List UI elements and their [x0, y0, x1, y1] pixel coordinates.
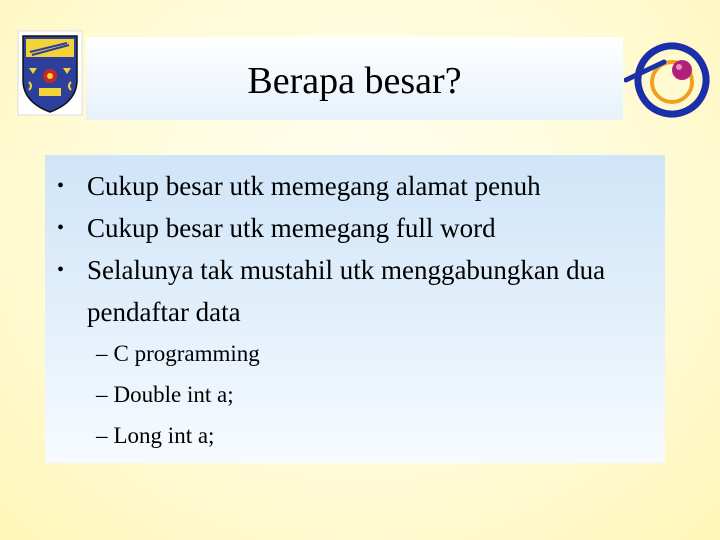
sub-bullet-text: Double int a; — [113, 382, 234, 407]
slide-title: Berapa besar? — [247, 59, 462, 102]
bullet-item — [57, 207, 657, 249]
bullet-text: Cukup besar utk memegang alamat penuh — [87, 171, 541, 201]
bullet-marker: • — [57, 175, 65, 197]
bullet-item — [57, 165, 657, 207]
sub-bullet-marker: – — [96, 423, 108, 448]
sub-bullet-marker: – — [96, 341, 108, 366]
sub-bullet-item — [96, 415, 260, 456]
bullet-marker: • — [57, 217, 65, 239]
bullet-list — [57, 165, 657, 333]
title-box — [86, 37, 623, 120]
orbit-logo-icon — [624, 40, 714, 118]
bullet-text: Selalunya tak mustahil utk menggabungkan dua pendaftar data — [87, 255, 606, 327]
sub-bullet-marker: – — [96, 382, 108, 407]
bullet-item — [57, 249, 657, 333]
sub-bullet-text: Long int a; — [113, 423, 215, 448]
sub-bullet-text: C programming — [113, 341, 260, 366]
sub-bullet-list — [96, 333, 260, 456]
sub-bullet-item — [96, 374, 260, 415]
university-crest-icon — [17, 30, 83, 116]
bullet-marker: • — [57, 259, 65, 281]
bullet-text: Cukup besar utk memegang full word — [87, 213, 496, 243]
sub-bullet-item — [96, 333, 260, 374]
